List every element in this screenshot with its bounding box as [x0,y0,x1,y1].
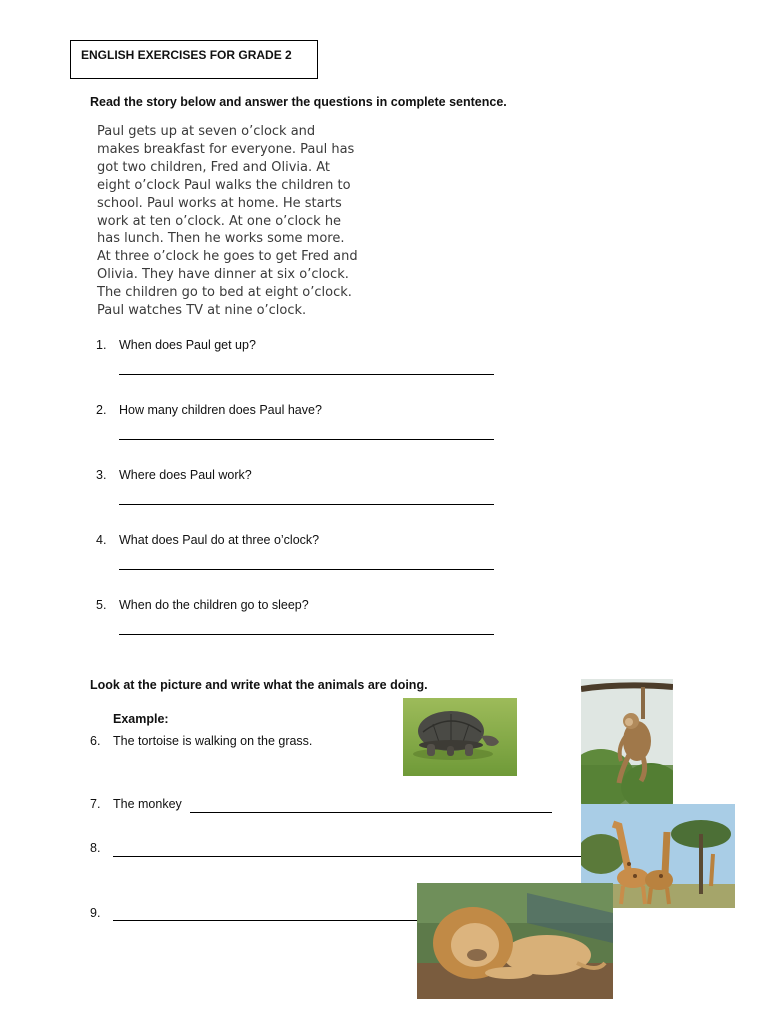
monkey-photo [581,679,673,804]
answer-line-7[interactable] [190,812,552,813]
story-line: got two children, Fred and Olivia. At [97,159,330,175]
story-line: work at ten o’clock. At one o’clock he [97,213,342,229]
lion-photo [417,883,613,999]
answer-line-2[interactable] [119,439,494,440]
question-4 [0,533,768,549]
question-number: 2. [96,403,107,417]
reading-instruction: Read the story below and answer the questions in complete sentence. [90,95,507,109]
answer-line-8[interactable] [113,856,583,857]
answer-line-3[interactable] [119,504,494,505]
story-line: school. Paul works at home. He starts [97,195,342,211]
question-text: When do the children go to sleep? [119,598,309,612]
picture-instruction: Look at the picture and write what the animals are doing. [90,678,428,692]
answer-line-5[interactable] [119,634,494,635]
worksheet-title: ENGLISH EXERCISES FOR GRADE 2 [81,48,292,62]
answer-line-1[interactable] [119,374,494,375]
item-6-number: 6. [90,734,101,748]
example-label: Example: [113,712,169,726]
story-line: Paul watches TV at nine o’clock. [97,303,307,319]
item-9-number: 9. [90,906,101,920]
item-6-text: The tortoise is walking on the grass. [113,734,313,748]
question-number: 4. [96,533,107,547]
question-1 [0,338,768,354]
story-line: Olivia. They have dinner at six o’clock. [97,267,349,283]
question-text: What does Paul do at three o’clock? [119,533,320,547]
story-line: At three o’clock he goes to get Fred and [97,249,358,265]
story-line: makes breakfast for everyone. Paul has [97,141,355,157]
item-7-number: 7. [90,797,101,811]
story-line: eight o’clock Paul walks the children to [97,177,351,193]
question-5 [0,598,768,614]
story-line: has lunch. Then he works some more. [97,231,345,247]
story-line: The children go to bed at eight o’clock. [97,285,352,301]
question-3 [0,468,768,484]
question-text: When does Paul get up? [119,338,256,352]
story-line: Paul gets up at seven o’clock and [97,124,316,139]
story-text [97,123,357,320]
answer-line-9[interactable] [113,920,418,921]
worksheet-title-box [70,40,318,79]
question-text: Where does Paul work? [119,468,252,482]
answer-line-4[interactable] [119,569,494,570]
question-number: 3. [96,468,107,482]
question-2 [0,403,768,419]
tortoise-photo [403,698,517,776]
item-7-text: The monkey [113,797,182,811]
question-text: How many children does Paul have? [119,403,322,417]
question-number: 5. [96,598,107,612]
question-number: 1. [96,338,107,352]
item-8-number: 8. [90,841,101,855]
